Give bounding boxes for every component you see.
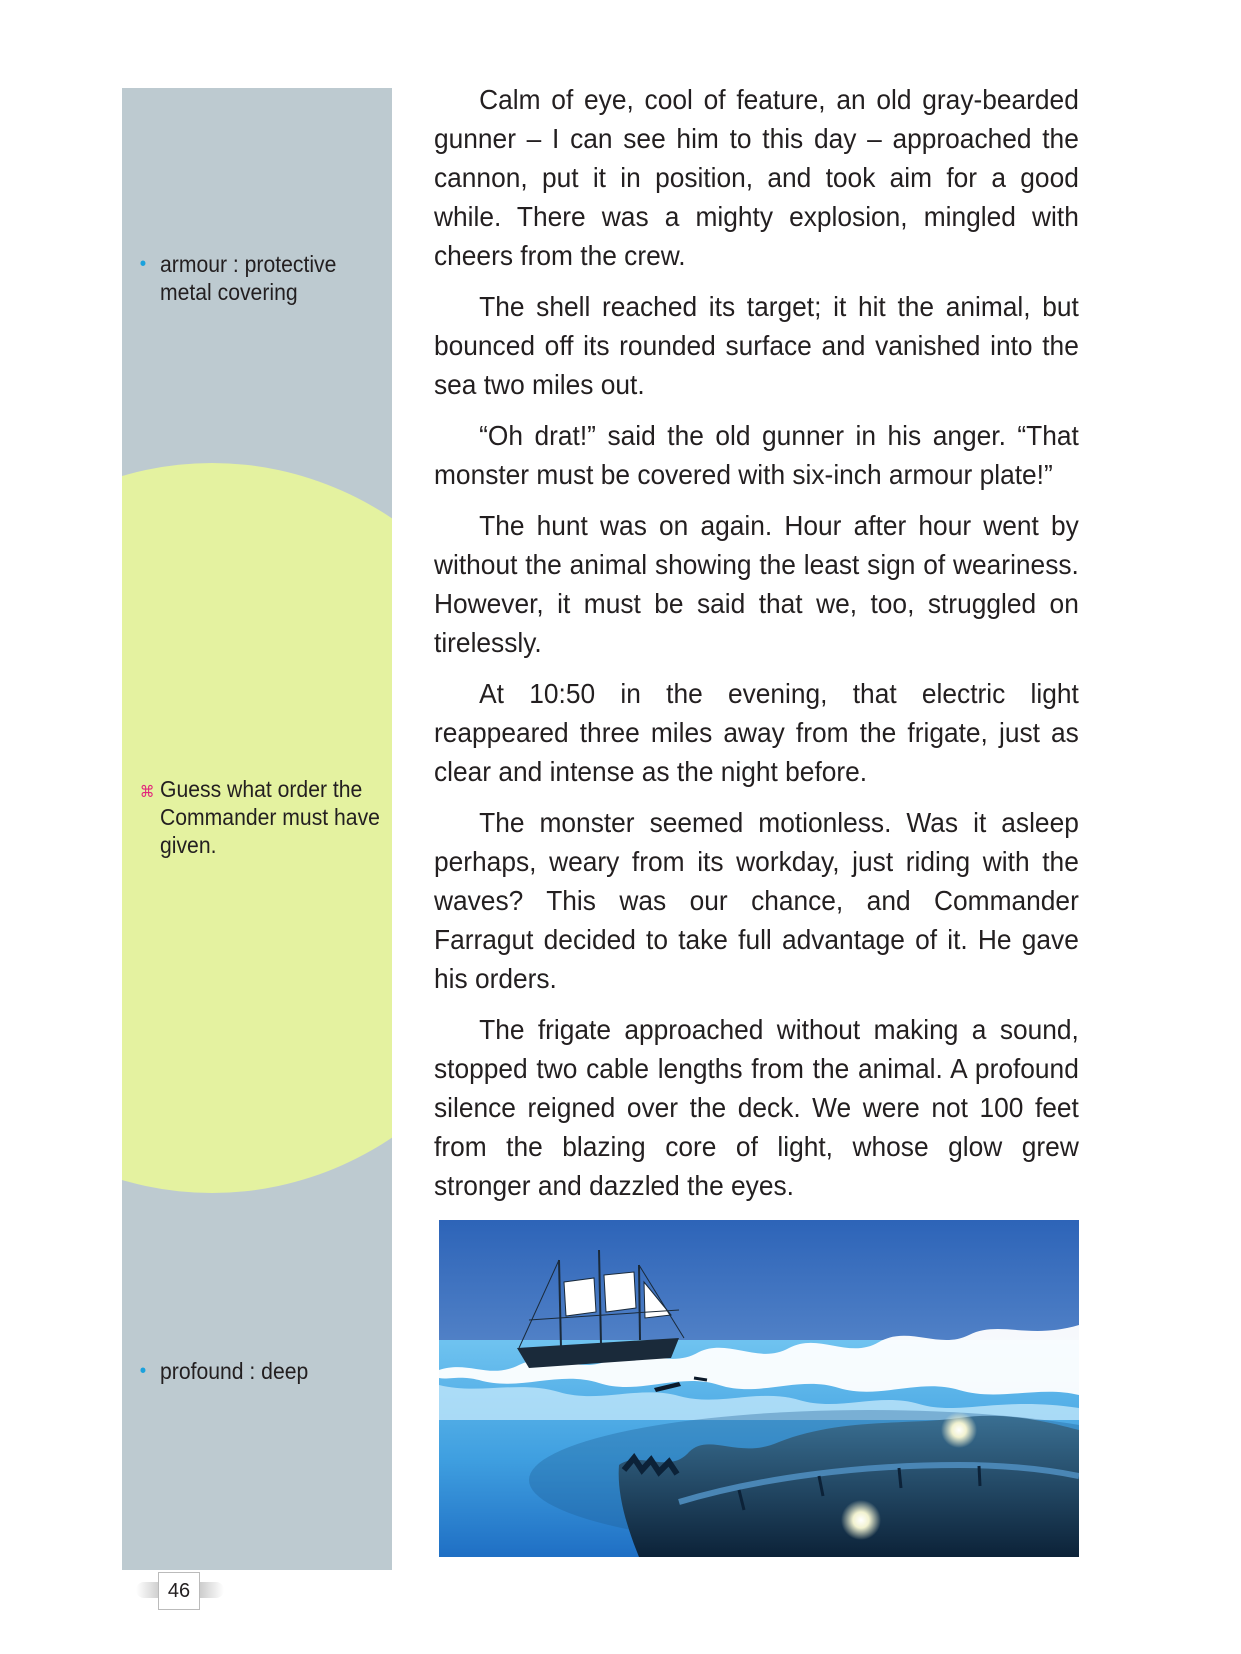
paragraph: The hunt was on again. Hour after hour went by without the animal showing the least sign of weariness. However, it must be said that we, too, struggled on tirelessly.	[434, 510, 1079, 658]
page-number-tab	[136, 1572, 224, 1610]
glossary-note-profound	[139, 1357, 381, 1385]
paragraph: At 10:50 in the evening, that electric light reappeared three miles away from the frigate, just as clear and intense as the night before.	[434, 678, 1079, 787]
paragraph: The shell reached its target; it hit the animal, but bounced off its rounded surface and vanished into the sea two miles out.	[434, 291, 1079, 400]
glossary-note-armour	[139, 250, 381, 306]
glossary-note-text: armour : protective metal covering	[160, 251, 337, 305]
paragraph: The frigate approached without making a sound, stopped two cable lengths from the animal. A profound silence reigned over the deck. We were not 100 feet from the blazing core of light, whose glow grew stronger and dazzled the eyes.	[434, 1014, 1079, 1201]
page-number: 46	[158, 1572, 200, 1610]
story-text	[434, 80, 1079, 1217]
glossary-note-text: profound : deep	[160, 1358, 309, 1384]
question-note-text: Guess what order the Commander must have given.	[160, 776, 380, 858]
ship-and-monster-illustration	[439, 1220, 1079, 1557]
bullet-icon: •	[139, 253, 147, 275]
question-note-commander	[139, 775, 381, 859]
bullet-icon: •	[139, 1360, 147, 1382]
command-key-icon: ⌘	[139, 784, 155, 801]
paragraph: “Oh drat!” said the old gunner in his anger. “That monster must be covered with six-inch armour plate!”	[434, 420, 1079, 490]
paragraph: The monster seemed motionless. Was it asleep perhaps, weary from its workday, just riding with the waves? This was our chance, and Commander Farragut decided to take full advantage of it. He gave his orders.	[434, 807, 1079, 994]
paragraph: Calm of eye, cool of feature, an old gray-bearded gunner – I can see him to this day – approached the cannon, put it in position, and took aim for a good while. There was a mighty explosion, mingled with cheers from the crew.	[434, 84, 1079, 271]
